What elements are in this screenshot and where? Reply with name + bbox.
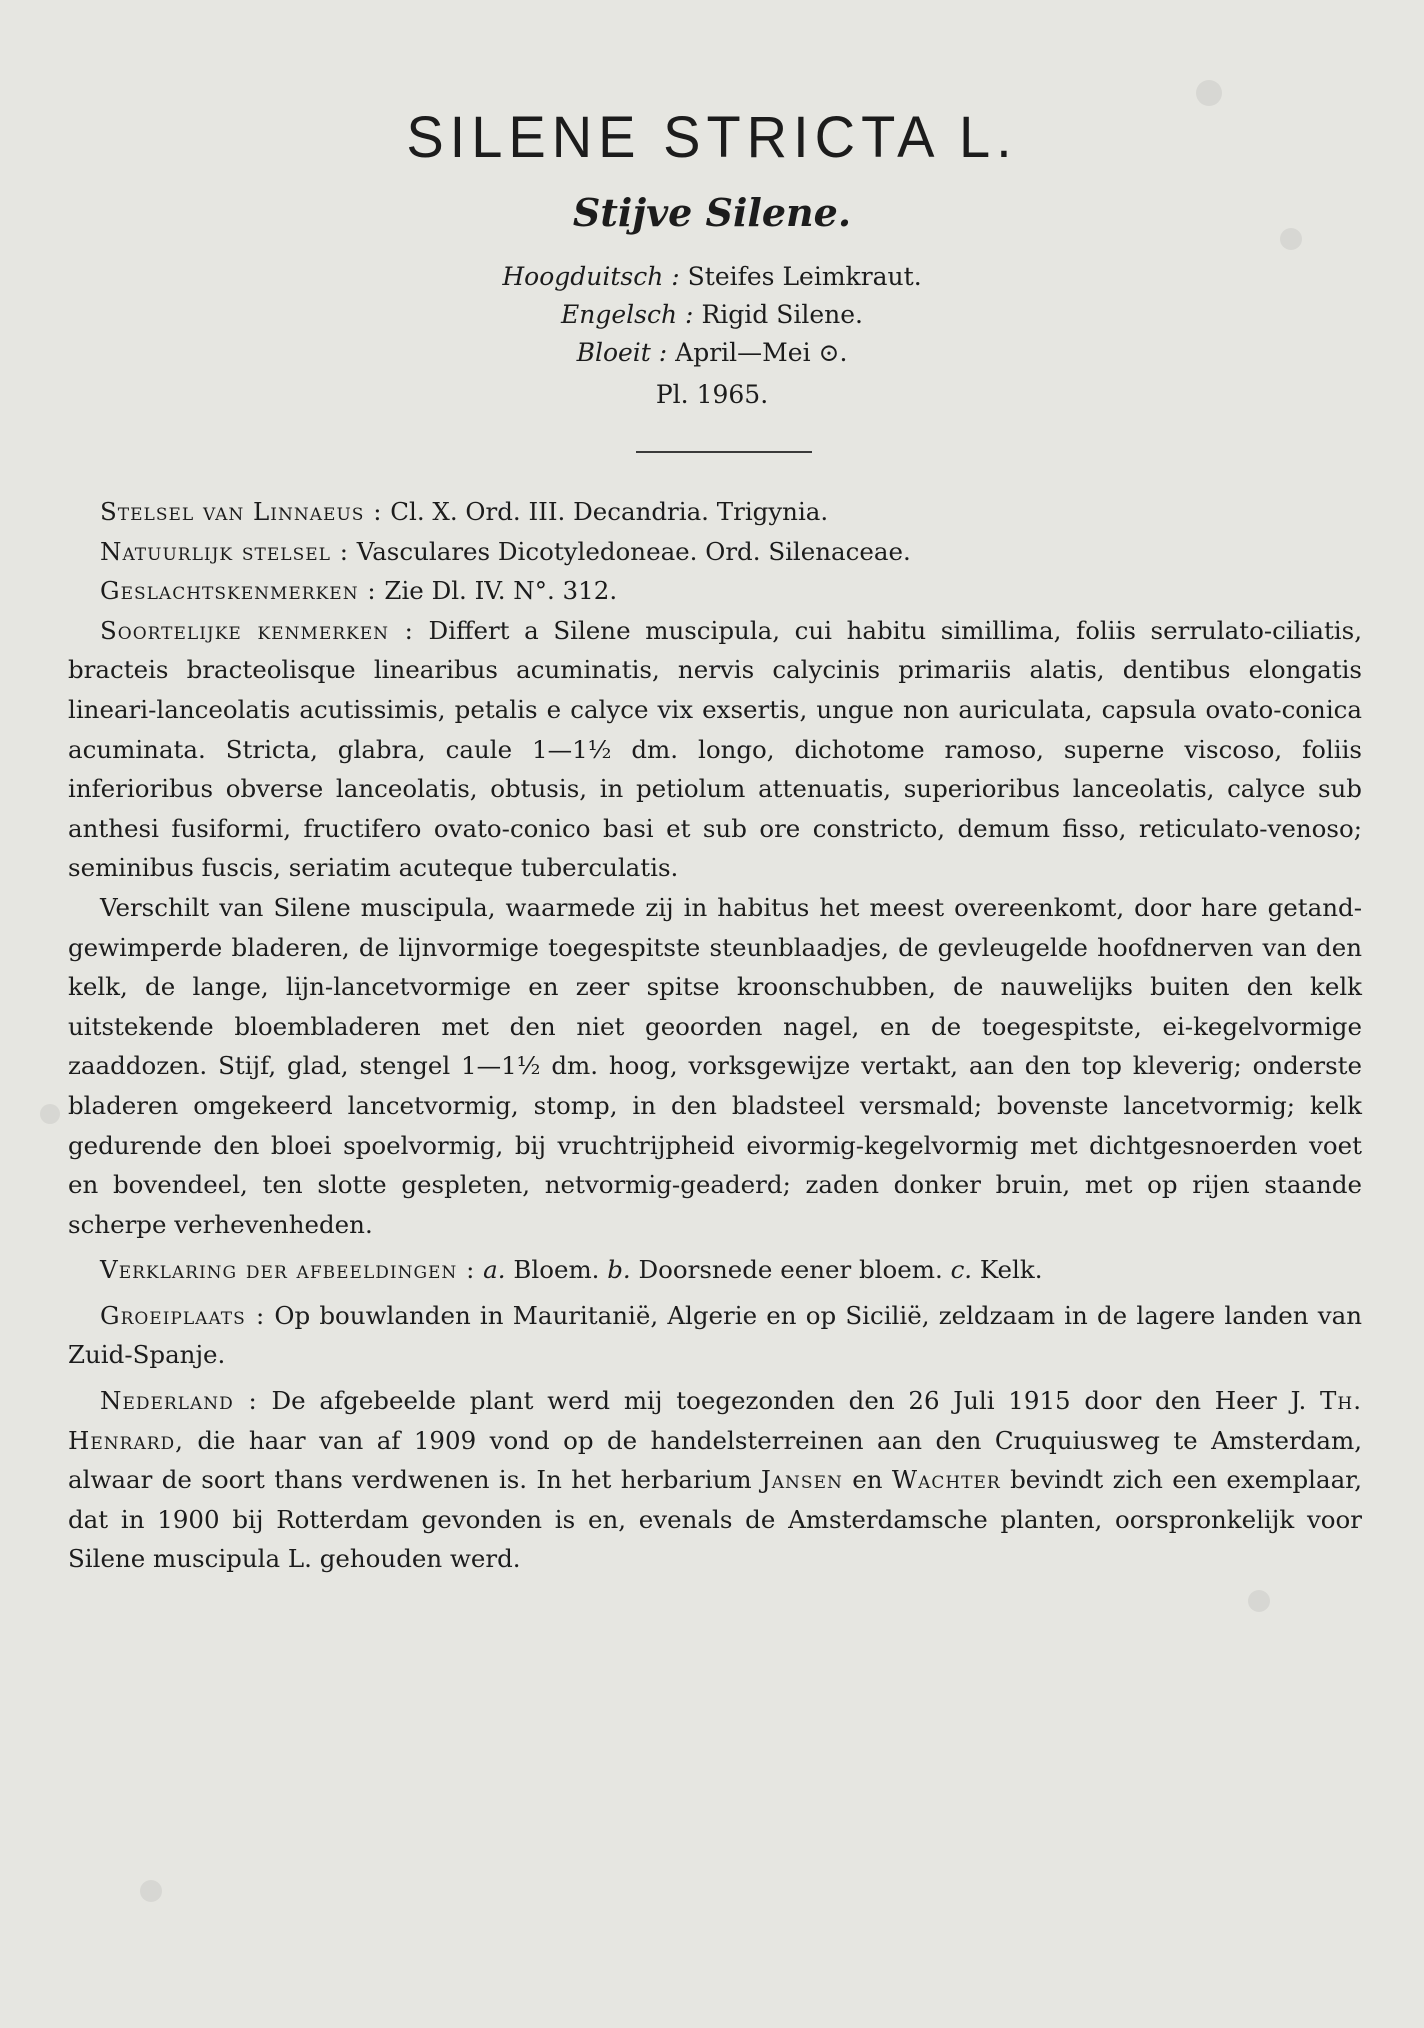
paper-spot bbox=[1248, 1590, 1270, 1612]
species-characters bbox=[68, 611, 1362, 888]
bloom-line bbox=[0, 334, 1424, 372]
english-label: Engelsch : bbox=[561, 300, 694, 329]
linnaeus-system bbox=[68, 492, 1362, 532]
habitat-label: Groeiplaats : bbox=[100, 1300, 266, 1330]
netherlands-text-1: De afgebeelde plant werd mij toegezonden den 26 Juli 1915 door den Heer J. bbox=[257, 1386, 1321, 1416]
netherlands-text-2: die haar van af 1909 vond op de handelsterreinen aan den Cruquiusweg te Amsterdam, alwaar de soort thans verdwenen is. In het herbarium bbox=[68, 1425, 1362, 1495]
linnaeus-text: Cl. X. Ord. III. Decandria. Trigynia. bbox=[382, 497, 829, 526]
vernacular-names bbox=[0, 258, 1424, 372]
netherlands-and: en bbox=[842, 1465, 892, 1495]
german-name-line bbox=[0, 258, 1424, 296]
figure-b-text: Doorsnede eener bloem. bbox=[630, 1255, 951, 1285]
netherlands-label: Nederland : bbox=[100, 1386, 258, 1416]
english-name: Rigid Silene. bbox=[701, 300, 863, 329]
figures-label: Verklaring der afbeeldingen : bbox=[100, 1255, 476, 1285]
bloom-label: Bloeit : bbox=[576, 338, 668, 367]
figure-a-text: Bloem. bbox=[505, 1255, 608, 1285]
common-name: Stijve Silene. bbox=[572, 190, 852, 235]
linnaeus-label: Stelsel van Linnaeus : bbox=[100, 497, 383, 526]
page-title: SILENE STRICTA L. bbox=[406, 103, 1018, 170]
netherlands-record bbox=[68, 1381, 1362, 1579]
habitat bbox=[68, 1296, 1362, 1375]
natural-label: Natuurlijk stelsel : bbox=[100, 536, 349, 566]
figure-a-letter: a. bbox=[483, 1255, 506, 1285]
bloom-period: April—Mei ⊙. bbox=[675, 338, 848, 367]
species-text: Differt a Silene muscipula, cui habitu simillima, foliis serrulato-ciliatis, bracteis bracteolisque linearibus acuminatis, nervis calycinis primariis alatis, dentibus elongatis lineari-lanceolatis acutissimis, petalis e calyce vix exsertis, ungue non auriculata, capsula ovato-conica acuminata. Stricta, glabra, caule 1—1½ dm. longo, dichotome ramoso, superne viscoso, foliis inferioribus obverse lanceolatis, obtusis, in petiolum attenuatis, superioribus lanceolatis, calyce sub anthesi fusiformi, fructifero ovato-conico basi et sub ore constricto, demum fisso, reticulato-venoso; seminibus fuscis, seriatim acuteque tuberculatis. bbox=[68, 615, 1363, 883]
figure-explanation bbox=[68, 1250, 1362, 1290]
description-body bbox=[68, 492, 1362, 1579]
english-name-line bbox=[0, 296, 1424, 334]
figure-c-text: Kelk. bbox=[972, 1255, 1043, 1285]
dutch-description: Verschilt van Silene muscipula, waarmede zij in habitus het meest overeenkomt, door hare getand-gewimperde bladeren, de lijnvormige toegespitste steunblaadjes, de gevleugelde hoofdnerven van den kelk, de lange, lijn-lancetvormige en zeer spitse kroonschubben, de nauwelijks buiten den kelk uitstekende bloembladeren met den niet geoorden nagel, en de toegespitste, ei-kegelvormige zaaddozen. Stijf, glad, stengel 1—1½ dm. hoog, vorksgewijze vertakt, aan den top kleverig; onderste bladeren omgekeerd lancetvormig, stomp, in den bladsteel versmald; bovenste lancetvormig; kelk gedurende den bloei spoelvormig, bij vruchtrijpheid eivormig-kegelvormig met dichtgesnoerden voet en bovendeel, ten slotte gespleten, netvormig-geaderd; zaden donker bruin, met op rijen staande scherpe verhevenheden. bbox=[68, 892, 1362, 1239]
plate-number: Pl. 1965. bbox=[655, 380, 769, 409]
genus-text: Zie Dl. IV. N°. 312. bbox=[376, 576, 618, 606]
german-label: Hoogduitsch : bbox=[502, 262, 680, 291]
netherlands-text-3: bevindt zich een exemplaar, dat in 1900 bij Rotterdam gevonden is en, evenals de Amsterdamsche planten, oorspronkelijk voor Silene muscipula L. gehouden werd. bbox=[68, 1465, 1362, 1574]
figure-b-letter: b. bbox=[607, 1255, 631, 1285]
german-name: Steifes Leimkraut. bbox=[687, 262, 922, 291]
herbarium-jansen: Jansen bbox=[760, 1465, 843, 1495]
paper-spot bbox=[140, 1880, 162, 1902]
genus-characters bbox=[68, 571, 1362, 611]
divider-rule bbox=[636, 451, 812, 453]
species-label: Soortelijke kenmerken : bbox=[100, 615, 414, 645]
paper-spot bbox=[40, 1104, 60, 1124]
herbarium-wachter: Wachter bbox=[891, 1465, 1001, 1495]
genus-label: Geslachtskenmerken : bbox=[100, 576, 377, 606]
natural-system bbox=[68, 532, 1362, 572]
collector-name: Th. Henrard, bbox=[68, 1386, 1362, 1455]
natural-text: Vasculares Dicotyledoneae. Ord. Silenaceae. bbox=[348, 536, 911, 566]
figure-c-letter: c. bbox=[950, 1255, 973, 1285]
habitat-text: Op bouwlanden in Mauritanië, Algerie en op Sicilië, zeldzaam in de lagere landen van Zuid-Spanje. bbox=[68, 1300, 1362, 1370]
